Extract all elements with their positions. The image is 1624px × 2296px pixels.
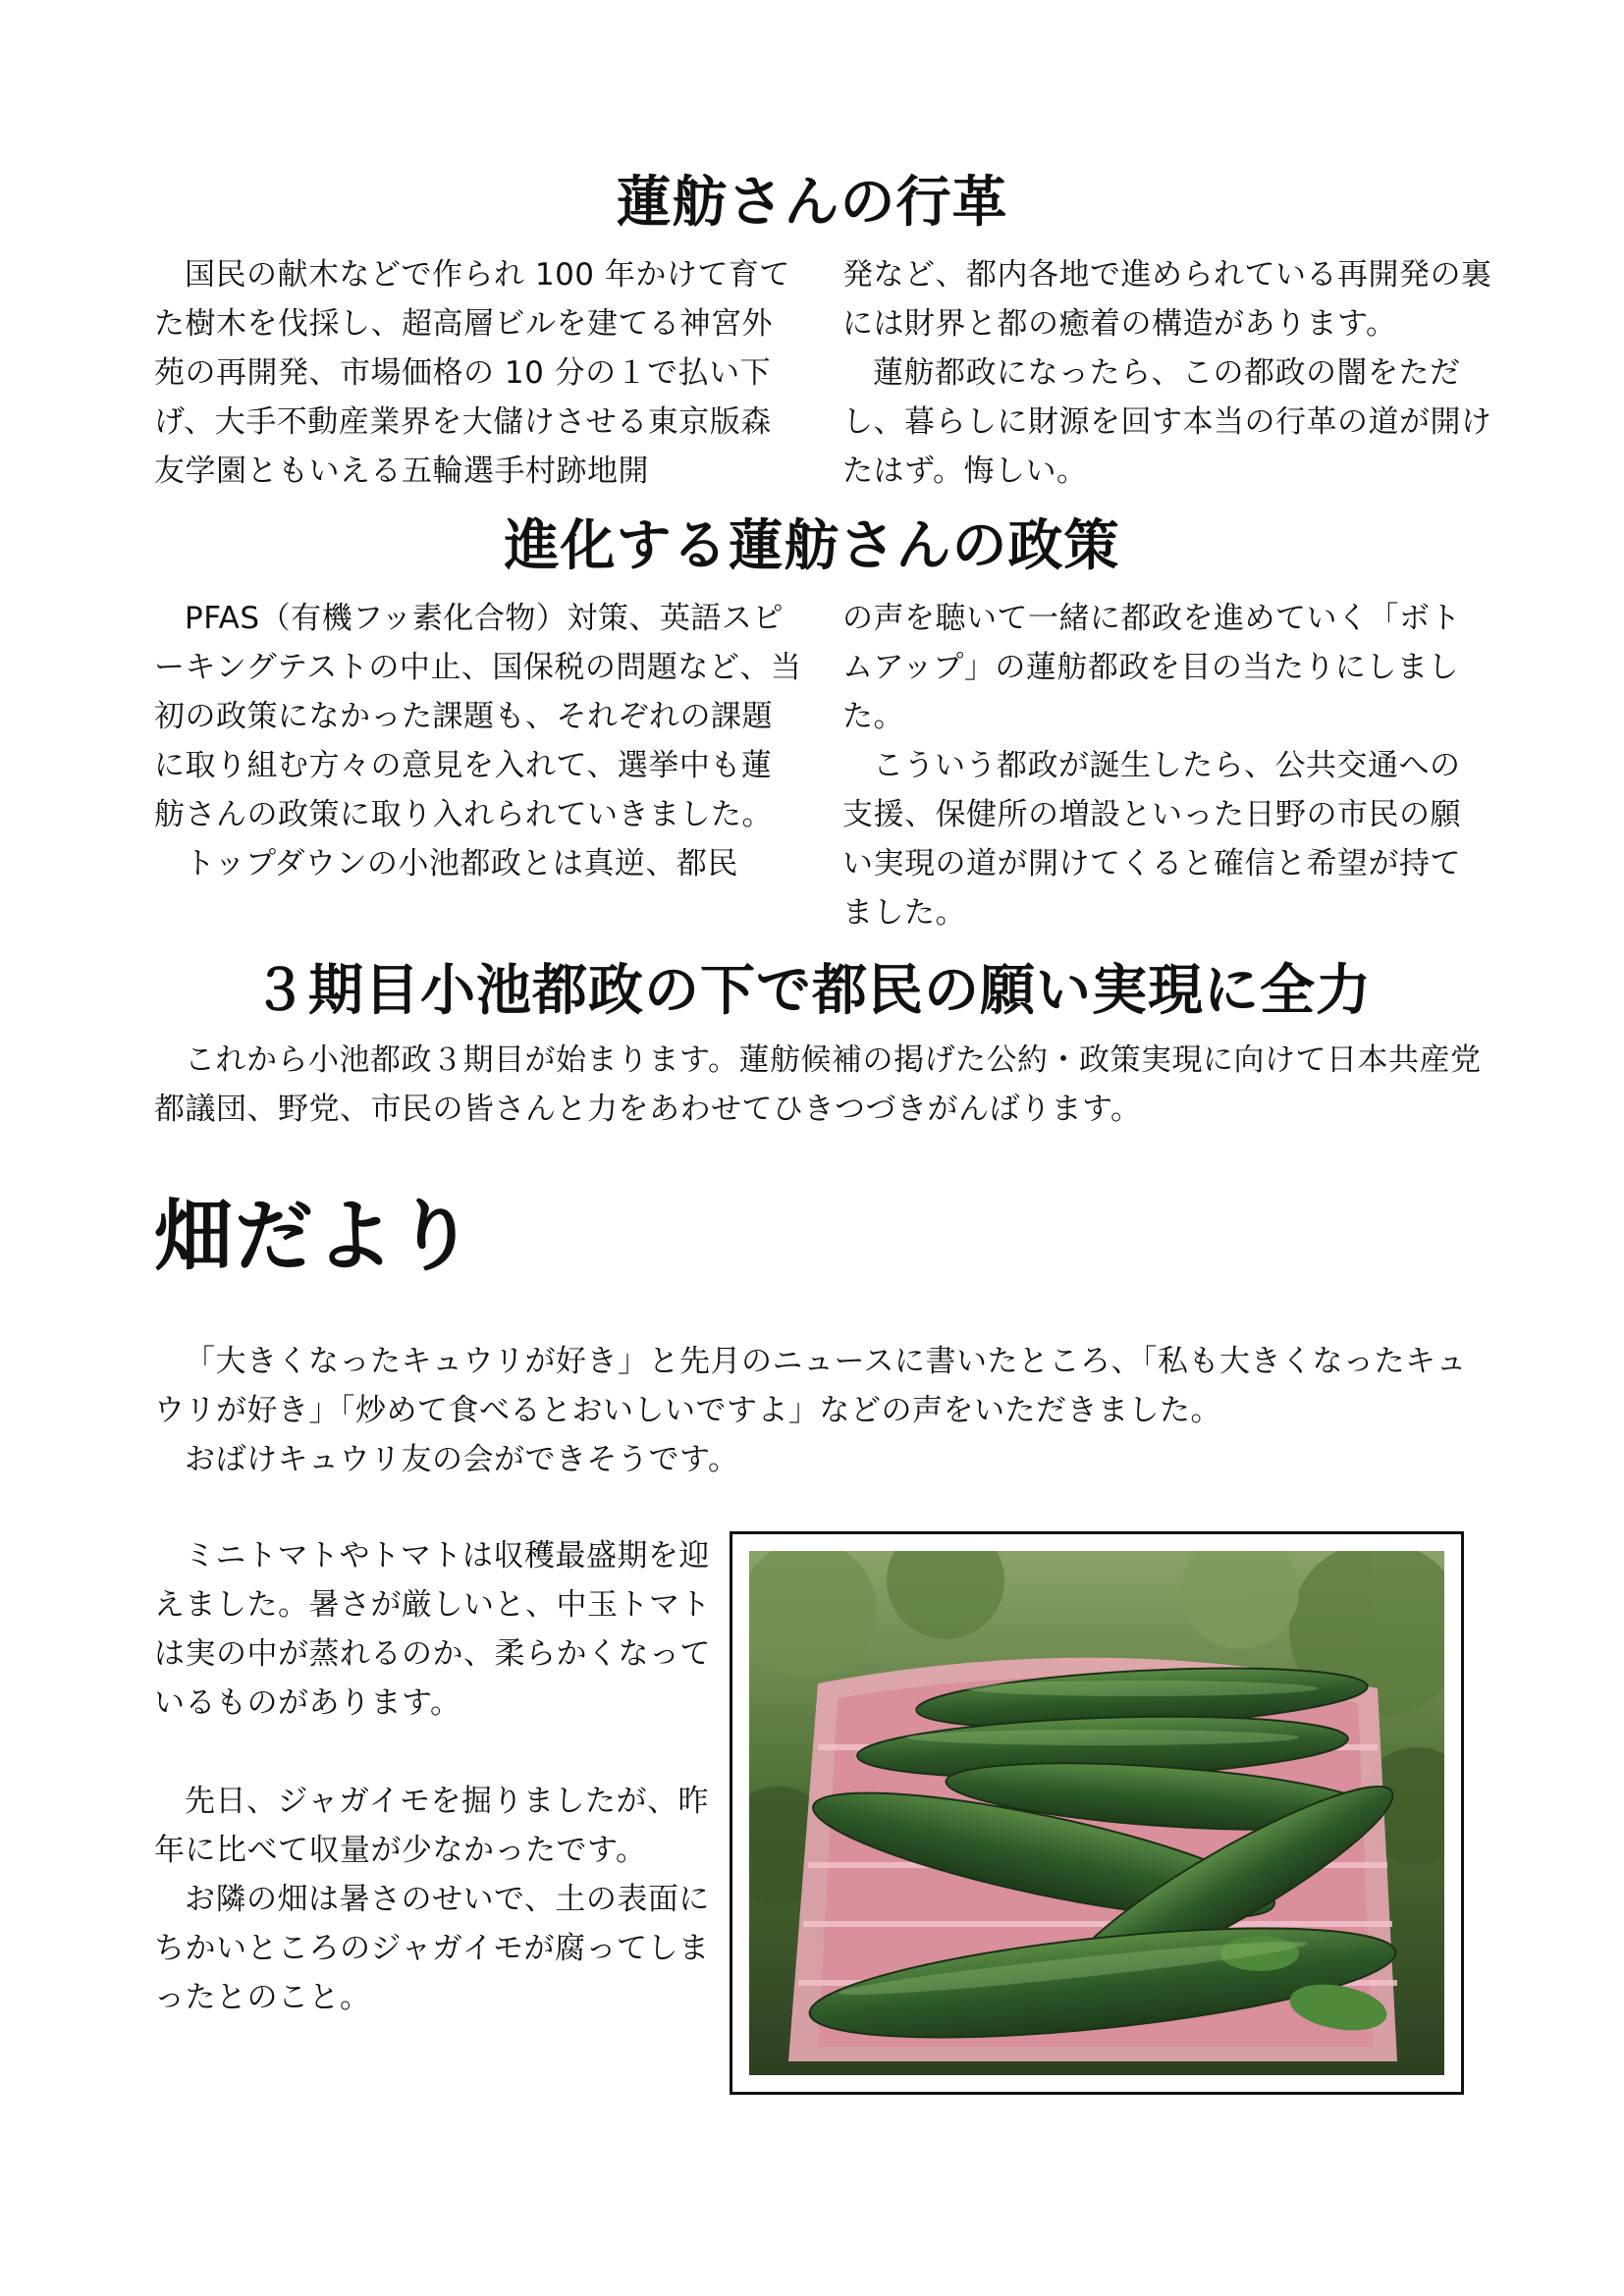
paragraph: トップダウンの小池都政とは真逆、都民 bbox=[185, 846, 738, 881]
cucumber-photo bbox=[730, 1531, 1464, 2095]
paragraph: 蓮舫都政になったら、この都政の闇をただし、暮らしに財源を回す本当の行革の道が開けたはず。悔しい。 bbox=[842, 355, 1492, 489]
paragraph: 国民の献木などで作られ 100 年かけて育てた樹木を伐採し、超高層ビルを建てる神宮外苑の再開発、市場価格の 10 分の１で払い下げ、大手不動産業界を大儲けさせる東京版森友学園ともいえる五輪選手村跡地開 bbox=[154, 257, 790, 489]
paragraph: 「大きくなったキュウリが好き」と先月のニュースに書いたところ、「私も大きくなったキュウリが好き」「炒めて食べるとおいしいですよ」などの声をいただきました。 bbox=[154, 1344, 1467, 1428]
hatake-title: 畑だより bbox=[154, 1191, 476, 1282]
paragraph: これから小池都政３期目が始まります。蓮舫候補の掲げた公約・政策実現に向けて日本共産党都議団、野党、市民の皆さんと力をあわせてひきつづきがんばります。 bbox=[154, 1042, 1482, 1127]
paragraph: お隣の畑は暑さのせいで、土の表面にちかいところのジャガイモが腐ってしまったとのこと。 bbox=[154, 1882, 710, 2015]
section2-left-column bbox=[154, 594, 802, 888]
paragraph: こういう都政が誕生したら、公共交通への支援、保健所の増設といった日野の市民の願い実現の道が開けてくると確信と希望が持てました。 bbox=[842, 748, 1461, 931]
section3-body bbox=[154, 1036, 1489, 1134]
paragraph: 先日、ジャガイモを掘りましたが、昨年に比べて収量が少なかったです。 bbox=[154, 1784, 709, 1868]
section2-right-column bbox=[842, 594, 1490, 937]
paragraph: 発など、都内各地で進められている再開発の裏には財界と都の癒着の構造があります。 bbox=[842, 257, 1492, 342]
heading-third-term: ３期目小池都政の下で都民の願い実現に全力 bbox=[252, 959, 1372, 1023]
spacer bbox=[154, 1728, 714, 1777]
section1-right-column bbox=[842, 250, 1492, 496]
heading-renho-reform: 蓮舫さんの行革 bbox=[616, 171, 1008, 235]
section1-left-column bbox=[154, 250, 797, 496]
paragraph: の声を聴いて一緒に都政を進めていく「ボトムアップ」の蓮舫都政を目の当たりにしました。 bbox=[842, 601, 1461, 734]
hatake-intro bbox=[154, 1337, 1489, 1484]
hatake-left-column bbox=[154, 1531, 714, 2022]
paragraph: おばけキュウリ友の会ができそうです。 bbox=[185, 1442, 739, 1477]
heading-renho-policy: 進化する蓮舫さんの政策 bbox=[504, 514, 1120, 578]
cucumber-basket-illustration bbox=[749, 1551, 1444, 2075]
paragraph: ミニトマトやトマトは収穫最盛期を迎えました。暑さが厳しいと、中玉トマトは実の中が蒸れるのか、柔らかくなっているものがあります。 bbox=[154, 1538, 711, 1721]
paragraph: PFAS（有機フッ素化合物）対策、英語スピーキングテストの中止、国保税の問題など、当初の政策になかった課題も、それぞれの課題に取り組む方々の意見を入れて、選挙中も蓮舫さんの政策に取り入れられていきました。 bbox=[154, 601, 802, 832]
